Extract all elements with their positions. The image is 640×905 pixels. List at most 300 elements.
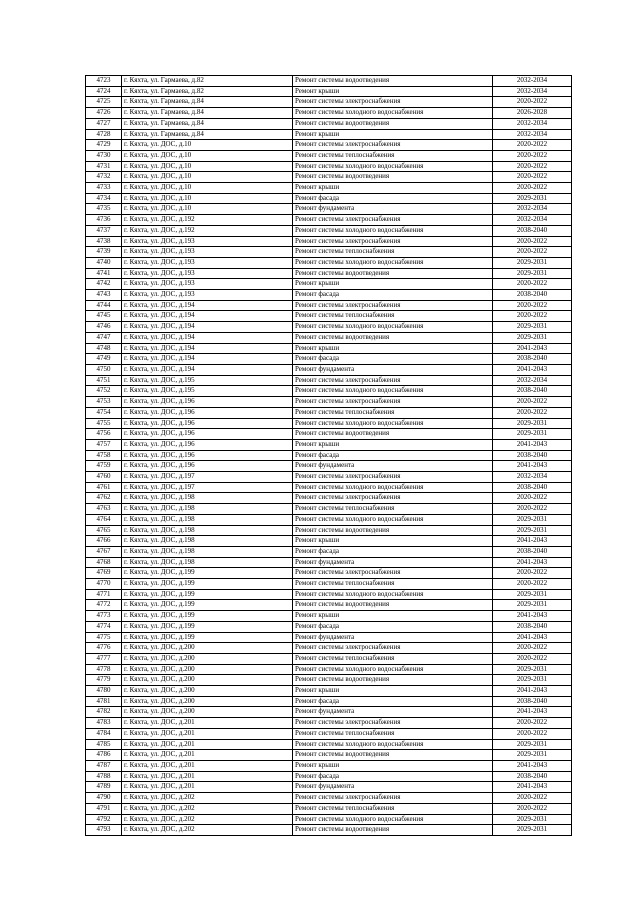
row-number-cell: 4763 [86,504,122,515]
address-cell: г. Кяхта, ул. ДОС, д.202 [122,793,293,804]
table-row [86,718,572,729]
table-row [86,150,572,161]
table-row [86,675,572,686]
address-cell: г. Кяхта, ул. ДОС, д.195 [122,375,293,386]
table-row [86,257,572,268]
address-cell: г. Кяхта, ул. ДОС, д.192 [122,225,293,236]
period-cell: 2038-2040 [493,386,572,397]
row-number-cell: 4741 [86,268,122,279]
row-number-cell: 4766 [86,536,122,547]
address-cell: г. Кяхта, ул. ДОС, д.198 [122,557,293,568]
work-type-cell: Ремонт системы электроснабжения [293,140,493,151]
address-cell: г. Кяхта, ул. ДОС, д.199 [122,611,293,622]
row-number-cell: 4745 [86,311,122,322]
period-cell: 2020-2022 [493,579,572,590]
address-cell: г. Кяхта, ул. ДОС, д.201 [122,761,293,772]
row-number-cell: 4776 [86,643,122,654]
work-type-cell: Ремонт системы электроснабжения [293,236,493,247]
table-row [86,108,572,119]
address-cell: г. Кяхта, ул. ДОС, д.10 [122,183,293,194]
table-row [86,418,572,429]
table-row [86,322,572,333]
work-type-cell: Ремонт системы холодного водоснабжения [293,739,493,750]
period-cell: 2026-2028 [493,108,572,119]
row-number-cell: 4789 [86,782,122,793]
work-type-cell: Ремонт системы электроснабжения [293,300,493,311]
address-cell: г. Кяхта, ул. ДОС, д.196 [122,407,293,418]
work-type-cell: Ремонт системы электроснабжения [293,568,493,579]
table-row [86,579,572,590]
table-row [86,183,572,194]
work-type-cell: Ремонт системы холодного водоснабжения [293,664,493,675]
address-cell: г. Кяхта, ул. ДОС, д.193 [122,290,293,301]
period-cell: 2038-2040 [493,621,572,632]
table-row [86,76,572,87]
period-cell: 2029-2031 [493,664,572,675]
address-cell: г. Кяхта, ул. ДОС, д.201 [122,739,293,750]
table-row [86,632,572,643]
period-cell: 2029-2031 [493,600,572,611]
row-number-cell: 4752 [86,386,122,397]
work-type-cell: Ремонт крыши [293,86,493,97]
row-number-cell: 4781 [86,696,122,707]
period-cell: 2020-2022 [493,718,572,729]
address-cell: г. Кяхта, ул. ДОС, д.202 [122,803,293,814]
work-type-cell: Ремонт системы холодного водоснабжения [293,386,493,397]
work-type-cell: Ремонт крыши [293,686,493,697]
address-cell: г. Кяхта, ул. Гармаева, д.84 [122,129,293,140]
period-cell: 2041-2043 [493,364,572,375]
table-row [86,300,572,311]
address-cell: г. Кяхта, ул. ДОС, д.193 [122,268,293,279]
table-row [86,793,572,804]
work-type-cell: Ремонт системы электроснабжения [293,493,493,504]
period-cell: 2041-2043 [493,686,572,697]
period-cell: 2041-2043 [493,536,572,547]
row-number-cell: 4792 [86,814,122,825]
period-cell: 2029-2031 [493,675,572,686]
row-number-cell: 4734 [86,193,122,204]
address-cell: г. Кяхта, ул. ДОС, д.201 [122,728,293,739]
period-cell: 2020-2022 [493,300,572,311]
work-type-cell: Ремонт крыши [293,611,493,622]
address-cell: г. Кяхта, ул. ДОС, д.201 [122,771,293,782]
work-type-cell: Ремонт системы теплоснабжения [293,311,493,322]
address-cell: г. Кяхта, ул. ДОС, д.194 [122,343,293,354]
row-number-cell: 4728 [86,129,122,140]
row-number-cell: 4788 [86,771,122,782]
work-type-cell: Ремонт системы холодного водоснабжения [293,814,493,825]
work-type-cell: Ремонт системы водоотведения [293,76,493,87]
period-cell: 2029-2031 [493,750,572,761]
work-type-cell: Ремонт фасада [293,771,493,782]
period-cell: 2029-2031 [493,525,572,536]
period-cell: 2041-2043 [493,782,572,793]
row-number-cell: 4740 [86,257,122,268]
row-number-cell: 4753 [86,397,122,408]
address-cell: г. Кяхта, ул. ДОС, д.202 [122,825,293,836]
work-type-cell: Ремонт фасада [293,450,493,461]
address-cell: г. Кяхта, ул. Гармаева, д.82 [122,86,293,97]
work-type-cell: Ремонт системы холодного водоснабжения [293,108,493,119]
work-type-cell: Ремонт системы водоотведения [293,172,493,183]
address-cell: г. Кяхта, ул. ДОС, д.10 [122,172,293,183]
row-number-cell: 4760 [86,472,122,483]
period-cell: 2020-2022 [493,728,572,739]
address-cell: г. Кяхта, ул. ДОС, д.193 [122,279,293,290]
table-row [86,600,572,611]
period-cell: 2029-2031 [493,268,572,279]
address-cell: г. Кяхта, ул. ДОС, д.199 [122,632,293,643]
address-cell: г. Кяхта, ул. ДОС, д.10 [122,204,293,215]
table-row [86,750,572,761]
period-cell: 2038-2040 [493,771,572,782]
address-cell: г. Кяхта, ул. ДОС, д.200 [122,643,293,654]
table-row [86,247,572,258]
period-cell: 2020-2022 [493,397,572,408]
address-cell: г. Кяхта, ул. Гармаева, д.82 [122,76,293,87]
address-cell: г. Кяхта, ул. ДОС, д.196 [122,450,293,461]
work-type-cell: Ремонт системы электроснабжения [293,472,493,483]
row-number-cell: 4787 [86,761,122,772]
period-cell: 2038-2040 [493,696,572,707]
row-number-cell: 4739 [86,247,122,258]
row-number-cell: 4780 [86,686,122,697]
period-cell: 2020-2022 [493,247,572,258]
work-type-cell: Ремонт крыши [293,183,493,194]
row-number-cell: 4790 [86,793,122,804]
address-cell: г. Кяхта, ул. ДОС, д.198 [122,525,293,536]
address-cell: г. Кяхта, ул. ДОС, д.200 [122,664,293,675]
row-number-cell: 4793 [86,825,122,836]
address-cell: г. Кяхта, ул. Гармаева, д.84 [122,108,293,119]
period-cell: 2032-2034 [493,129,572,140]
row-number-cell: 4747 [86,332,122,343]
row-number-cell: 4784 [86,728,122,739]
table-row [86,482,572,493]
table-row [86,140,572,151]
period-cell: 2029-2031 [493,739,572,750]
work-type-cell: Ремонт системы теплоснабжения [293,247,493,258]
work-type-cell: Ремонт системы теплоснабжения [293,150,493,161]
address-cell: г. Кяхта, ул. ДОС, д.196 [122,397,293,408]
table-row [86,782,572,793]
table-row [86,215,572,226]
table-row [86,493,572,504]
period-cell: 2041-2043 [493,557,572,568]
work-type-cell: Ремонт системы холодного водоснабжения [293,418,493,429]
table-row [86,739,572,750]
address-cell: г. Кяхта, ул. ДОС, д.196 [122,461,293,472]
table-row [86,290,572,301]
address-cell: г. Кяхта, ул. ДОС, д.197 [122,482,293,493]
work-type-cell: Ремонт системы электроснабжения [293,793,493,804]
row-number-cell: 4768 [86,557,122,568]
period-cell: 2032-2034 [493,375,572,386]
table-row [86,611,572,622]
address-cell: г. Кяхта, ул. ДОС, д.193 [122,236,293,247]
period-cell: 2020-2022 [493,183,572,194]
period-cell: 2038-2040 [493,482,572,493]
work-type-cell: Ремонт системы теплоснабжения [293,653,493,664]
row-number-cell: 4773 [86,611,122,622]
row-number-cell: 4762 [86,493,122,504]
row-number-cell: 4748 [86,343,122,354]
table-row [86,643,572,654]
row-number-cell: 4751 [86,375,122,386]
row-number-cell: 4772 [86,600,122,611]
period-cell: 2029-2031 [493,322,572,333]
table-row [86,375,572,386]
work-type-cell: Ремонт системы теплоснабжения [293,728,493,739]
period-cell: 2038-2040 [493,354,572,365]
address-cell: г. Кяхта, ул. ДОС, д.196 [122,439,293,450]
table-row [86,204,572,215]
work-type-cell: Ремонт системы водоотведения [293,268,493,279]
table-row [86,803,572,814]
table-row [86,97,572,108]
work-type-cell: Ремонт системы электроснабжения [293,718,493,729]
period-cell: 2032-2034 [493,215,572,226]
row-number-cell: 4770 [86,579,122,590]
work-type-cell: Ремонт системы теплоснабжения [293,579,493,590]
work-type-cell: Ремонт фундамента [293,204,493,215]
period-cell: 2020-2022 [493,493,572,504]
row-number-cell: 4757 [86,439,122,450]
row-number-cell: 4724 [86,86,122,97]
address-cell: г. Кяхта, ул. ДОС, д.198 [122,504,293,515]
row-number-cell: 4731 [86,161,122,172]
row-number-cell: 4777 [86,653,122,664]
table-row [86,129,572,140]
row-number-cell: 4761 [86,482,122,493]
work-type-cell: Ремонт системы холодного водоснабжения [293,225,493,236]
table-row [86,354,572,365]
address-cell: г. Кяхта, ул. ДОС, д.193 [122,247,293,258]
address-cell: г. Кяхта, ул. ДОС, д.10 [122,193,293,204]
table-row [86,771,572,782]
work-type-cell: Ремонт фасада [293,290,493,301]
work-type-cell: Ремонт системы холодного водоснабжения [293,161,493,172]
row-number-cell: 4743 [86,290,122,301]
row-number-cell: 4758 [86,450,122,461]
address-cell: г. Кяхта, ул. Гармаева, д.84 [122,118,293,129]
row-number-cell: 4786 [86,750,122,761]
row-number-cell: 4737 [86,225,122,236]
work-type-cell: Ремонт системы теплоснабжения [293,803,493,814]
period-cell: 2029-2031 [493,514,572,525]
row-number-cell: 4744 [86,300,122,311]
address-cell: г. Кяхта, ул. ДОС, д.198 [122,514,293,525]
address-cell: г. Кяхта, ул. ДОС, д.199 [122,589,293,600]
period-cell: 2029-2031 [493,825,572,836]
table-row [86,279,572,290]
address-cell: г. Кяхта, ул. ДОС, д.201 [122,718,293,729]
address-cell: г. Кяхта, ул. ДОС, д.201 [122,782,293,793]
period-cell: 2020-2022 [493,407,572,418]
period-cell: 2020-2022 [493,279,572,290]
row-number-cell: 4733 [86,183,122,194]
address-cell: г. Кяхта, ул. ДОС, д.192 [122,215,293,226]
work-type-cell: Ремонт фундамента [293,632,493,643]
work-type-cell: Ремонт системы электроснабжения [293,643,493,654]
work-type-cell: Ремонт системы электроснабжения [293,397,493,408]
table-row [86,172,572,183]
row-number-cell: 4775 [86,632,122,643]
address-cell: г. Кяхта, ул. ДОС, д.200 [122,675,293,686]
row-number-cell: 4746 [86,322,122,333]
period-cell: 2038-2040 [493,225,572,236]
work-type-cell: Ремонт крыши [293,129,493,140]
table-row [86,236,572,247]
row-number-cell: 4726 [86,108,122,119]
work-type-cell: Ремонт системы водоотведения [293,675,493,686]
row-number-cell: 4771 [86,589,122,600]
address-cell: г. Кяхта, ул. ДОС, д.195 [122,386,293,397]
table-row [86,332,572,343]
table-row [86,686,572,697]
work-type-cell: Ремонт фасада [293,696,493,707]
address-cell: г. Кяхта, ул. ДОС, д.10 [122,150,293,161]
row-number-cell: 4765 [86,525,122,536]
table-row [86,118,572,129]
row-number-cell: 4732 [86,172,122,183]
table-row [86,193,572,204]
address-cell: г. Кяхта, ул. ДОС, д.200 [122,696,293,707]
period-cell: 2020-2022 [493,568,572,579]
work-type-cell: Ремонт системы водоотведения [293,750,493,761]
work-type-cell: Ремонт крыши [293,439,493,450]
repair-schedule-table [85,75,572,836]
work-type-cell: Ремонт системы теплоснабжения [293,407,493,418]
table-row [86,761,572,772]
address-cell: г. Кяхта, ул. ДОС, д.200 [122,707,293,718]
work-type-cell: Ремонт системы водоотведения [293,825,493,836]
address-cell: г. Кяхта, ул. ДОС, д.10 [122,140,293,151]
table-row [86,653,572,664]
row-number-cell: 4785 [86,739,122,750]
period-cell: 2020-2022 [493,793,572,804]
table-row [86,86,572,97]
period-cell: 2020-2022 [493,643,572,654]
row-number-cell: 4730 [86,150,122,161]
row-number-cell: 4767 [86,546,122,557]
period-cell: 2041-2043 [493,611,572,622]
table-row [86,161,572,172]
table-row [86,386,572,397]
period-cell: 2032-2034 [493,204,572,215]
period-cell: 2041-2043 [493,343,572,354]
row-number-cell: 4723 [86,76,122,87]
row-number-cell: 4742 [86,279,122,290]
table-row [86,546,572,557]
table-row [86,472,572,483]
address-cell: г. Кяхта, ул. ДОС, д.198 [122,546,293,557]
table-row [86,589,572,600]
period-cell: 2029-2031 [493,193,572,204]
work-type-cell: Ремонт фундамента [293,557,493,568]
table-row [86,450,572,461]
address-cell: г. Кяхта, ул. ДОС, д.199 [122,579,293,590]
period-cell: 2032-2034 [493,86,572,97]
work-type-cell: Ремонт системы теплоснабжения [293,504,493,515]
table-row [86,814,572,825]
row-number-cell: 4729 [86,140,122,151]
table-row [86,696,572,707]
period-cell: 2020-2022 [493,161,572,172]
work-type-cell: Ремонт фундамента [293,782,493,793]
period-cell: 2038-2040 [493,450,572,461]
address-cell: г. Кяхта, ул. ДОС, д.202 [122,814,293,825]
row-number-cell: 4764 [86,514,122,525]
address-cell: г. Кяхта, ул. ДОС, д.199 [122,600,293,611]
work-type-cell: Ремонт фундамента [293,364,493,375]
row-number-cell: 4725 [86,97,122,108]
table-row [86,557,572,568]
work-type-cell: Ремонт системы водоотведения [293,600,493,611]
work-type-cell: Ремонт фундамента [293,461,493,472]
address-cell: г. Кяхта, ул. ДОС, д.10 [122,161,293,172]
address-cell: г. Кяхта, ул. ДОС, д.194 [122,364,293,375]
row-number-cell: 4774 [86,621,122,632]
work-type-cell: Ремонт фасада [293,621,493,632]
row-number-cell: 4791 [86,803,122,814]
period-cell: 2032-2034 [493,472,572,483]
work-type-cell: Ремонт системы водоотведения [293,429,493,440]
table-row [86,536,572,547]
period-cell: 2032-2034 [493,76,572,87]
period-cell: 2041-2043 [493,707,572,718]
row-number-cell: 4738 [86,236,122,247]
period-cell: 2020-2022 [493,504,572,515]
period-cell: 2020-2022 [493,97,572,108]
period-cell: 2020-2022 [493,803,572,814]
row-number-cell: 4754 [86,407,122,418]
address-cell: г. Кяхта, ул. ДОС, д.194 [122,354,293,365]
work-type-cell: Ремонт крыши [293,343,493,354]
address-cell: г. Кяхта, ул. ДОС, д.199 [122,568,293,579]
period-cell: 2038-2040 [493,546,572,557]
address-cell: г. Кяхта, ул. ДОС, д.194 [122,300,293,311]
address-cell: г. Кяхта, ул. ДОС, д.199 [122,621,293,632]
row-number-cell: 4779 [86,675,122,686]
period-cell: 2029-2031 [493,429,572,440]
row-number-cell: 4783 [86,718,122,729]
work-type-cell: Ремонт системы холодного водоснабжения [293,257,493,268]
row-number-cell: 4735 [86,204,122,215]
row-number-cell: 4769 [86,568,122,579]
period-cell: 2029-2031 [493,332,572,343]
row-number-cell: 4759 [86,461,122,472]
row-number-cell: 4782 [86,707,122,718]
table-row [86,621,572,632]
work-type-cell: Ремонт фасада [293,193,493,204]
address-cell: г. Кяхта, ул. ДОС, д.194 [122,332,293,343]
work-type-cell: Ремонт системы холодного водоснабжения [293,482,493,493]
work-type-cell: Ремонт крыши [293,761,493,772]
address-cell: г. Кяхта, ул. ДОС, д.198 [122,493,293,504]
address-cell: г. Кяхта, ул. ДОС, д.201 [122,750,293,761]
period-cell: 2041-2043 [493,461,572,472]
table-body [86,76,572,836]
table-row [86,664,572,675]
table-row [86,429,572,440]
work-type-cell: Ремонт крыши [293,536,493,547]
table-row [86,525,572,536]
table-row [86,461,572,472]
row-number-cell: 4736 [86,215,122,226]
address-cell: г. Кяхта, ул. ДОС, д.200 [122,686,293,697]
